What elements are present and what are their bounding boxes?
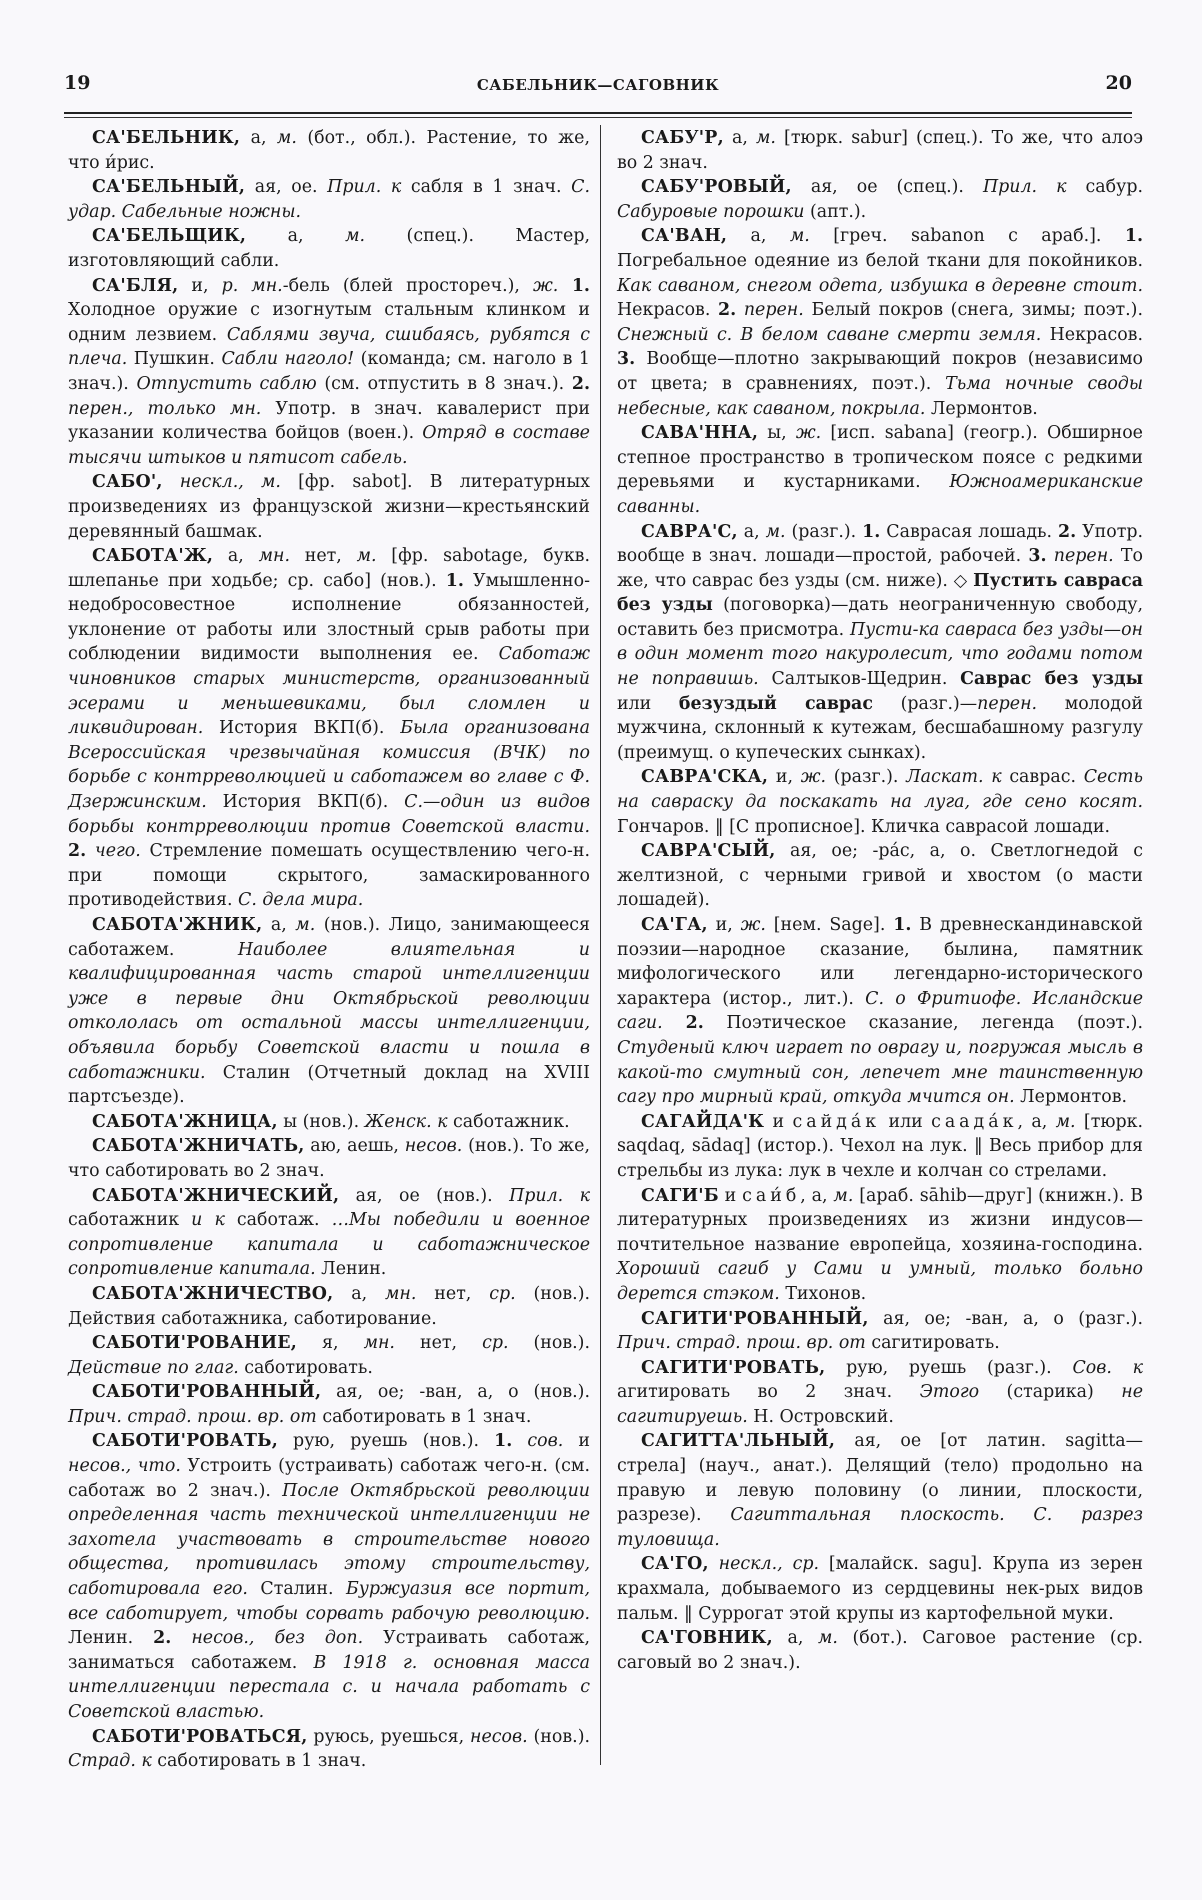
definition-text: (команда; см. наголо в 1 знач.).: [68, 349, 590, 394]
headword: САБОТИ'РОВАННЫЙ,: [92, 1382, 322, 1403]
definition-text: (разг.).: [825, 767, 907, 788]
bold-text: 2.: [718, 300, 737, 321]
italic-text: несов., что.: [68, 1456, 181, 1477]
italic-text: Ласкат. к: [906, 767, 1002, 788]
italic-text: м.: [765, 521, 786, 542]
italic-text: несов.: [470, 1726, 528, 1747]
headword: САБО',: [92, 472, 163, 493]
dictionary-entry: [68, 175, 590, 224]
definition-text: Лермонтов.: [1014, 1087, 1128, 1108]
definition-text: саботажник.: [447, 1111, 570, 1132]
definition-text: а,: [333, 1283, 386, 1304]
header-rule-thick: [64, 112, 1132, 114]
headword: САБОТА'ЖНИЧЕСТВО,: [92, 1283, 334, 1304]
italic-text: м.: [755, 128, 776, 148]
headword: САБОТА'ЖНИЦА,: [92, 1111, 278, 1132]
italic-text: С. дела мира.: [238, 890, 364, 911]
definition-text: , а,: [1017, 1111, 1056, 1132]
dictionary-entry: [617, 765, 1143, 839]
definition-text: (бот.). Саговое растение (ср. саговый во 2 знач.).: [617, 1628, 1144, 1673]
headword: САВРА'С,: [641, 521, 738, 542]
definition-text: Сталин (Отчетный доклад на XVIII партсъезде).: [68, 1062, 590, 1108]
spaced-variant: саи́б: [742, 1185, 801, 1206]
dictionary-entry: [68, 913, 590, 1110]
italic-text: Как саваном, снегом одета, избушка в деревне стоит.: [617, 275, 1143, 296]
definition-text: [фр. sabotage, букв. шлепанье при ходьбе; ср. сабо] (нов.).: [68, 546, 591, 591]
dictionary-entry: [68, 1110, 590, 1135]
headword: САГИТИ'РОВАННЫЙ,: [641, 1308, 869, 1329]
italic-text: ж.: [532, 275, 559, 296]
definition-text: Устраивать саботаж, заниматься саботажем.: [68, 1628, 591, 1673]
dictionary-entry: [617, 1307, 1143, 1356]
headword: СА'ВАН,: [641, 226, 728, 247]
definition-text: или: [880, 1111, 932, 1132]
spaced-variant: саада́к: [931, 1111, 1018, 1132]
italic-text: Была организована Всероссийская чрезвычайная комиссия (ВЧК) по борьбе с контрреволюцией и саботажем во главе с Ф. Дзержинским.: [68, 718, 590, 813]
dictionary-entry: [68, 1331, 590, 1380]
italic-text: В 1918 г. основная масса интеллигенции перестала с. и начала работать с Советской властью.: [68, 1652, 590, 1722]
definition-text: [фр. sabot]. В литературных произведениях из французской жизни—крестьянский деревянный башмак.: [68, 472, 590, 542]
definition-text: Устроить (устраивать) саботаж чего-н. (см. саботаж во 2 знач.).: [68, 1456, 590, 1501]
bold-text: 1.: [893, 915, 912, 935]
definition-text: Лермонтов.: [925, 398, 1038, 419]
headword: САГИ'Б: [641, 1185, 719, 1206]
headword: СА'ГОВНИК,: [641, 1628, 773, 1649]
dictionary-entry: [617, 913, 1143, 1110]
definition-text: (нов.). Лицо, занимающееся саботажем.: [68, 915, 590, 960]
italic-text: Прил. к: [509, 1185, 590, 1206]
italic-text: Снежный с. В белом саване смерти земля.: [617, 324, 1042, 345]
bold-text: 1.: [494, 1431, 513, 1452]
italic-text: Прич. страд. прош. вр. от: [617, 1333, 866, 1354]
italic-text: С. о Фритиофе. Исландские саги.: [617, 988, 1143, 1034]
definition-text: ая, ое; -ра́с, а, о. Светлогнедой с желтизной, с черными гривой и хвостом (о масти лошадей).: [617, 841, 1143, 911]
dictionary-entry: [68, 126, 590, 175]
definition-text: саботаж.: [224, 1210, 332, 1231]
definition-text: (спец.). Мастер, изготовляющий сабли.: [68, 226, 590, 271]
italic-text: Сабли наголо!: [221, 349, 355, 370]
headword: СА'ГО,: [641, 1554, 709, 1575]
definition-text: и,: [768, 767, 801, 788]
italic-text: м.: [1055, 1111, 1076, 1132]
italic-text: чего.: [86, 841, 141, 862]
definition-text: (нов.). Действия саботажника, саботирование.: [68, 1283, 591, 1329]
definition-text: молодой мужчина, склонный к кутежам, бесшабашному разгулу (преимущ. о купеческих сынках).: [617, 693, 1143, 763]
dictionary-entry: [617, 1429, 1143, 1552]
dictionary-entry: [68, 1725, 590, 1774]
italic-text: перен.: [1046, 546, 1114, 567]
definition-text: Холодное оружие с изогнутым стальным клинком и одним лезвием.: [68, 300, 590, 345]
dictionary-entry: [617, 1356, 1143, 1430]
definition-text: Гончаров. ‖ [С прописное]. Кличка саврасой лошади.: [617, 816, 1111, 837]
dictionary-entry: [617, 175, 1143, 224]
dictionary-entry: [617, 126, 1143, 175]
definition-text: [тюрк. saqdaq, sādaq] (истор.). Чехол на лук. ‖ Весь прибор для стрельбы из лука: лук в чехле и колчан со стрелами.: [617, 1111, 1144, 1181]
dictionary-entry: [68, 544, 590, 913]
right-column: [617, 126, 1143, 1675]
headword: САГИТТА'ЛЬНЫЙ,: [641, 1431, 836, 1452]
definition-text: или: [617, 693, 679, 714]
definition-text: рую, руешь (разг.).: [825, 1357, 1073, 1378]
dictionary-entry: [68, 274, 590, 471]
italic-text: С.—один из видов борьбы контрреволюции против Советской власти.: [68, 792, 590, 837]
definition-text: а,: [723, 128, 756, 148]
definition-text: а,: [240, 128, 277, 148]
italic-text: Пусти-ка савраса без узды—он в один момент того накуролесит, что годами потом не поправишь.: [617, 619, 1143, 690]
italic-text: Саблями звуча, сшибаясь, рубятся с плеча.: [68, 324, 591, 370]
dictionary-entry: [617, 839, 1143, 913]
headword: САБОТИ'РОВАНИЕ,: [92, 1333, 297, 1354]
dictionary-entry: [68, 1380, 590, 1429]
italic-text: мн.: [258, 546, 290, 567]
definition-text: (бот., обл.). Растение, то же, что и́рис.: [68, 128, 590, 173]
italic-text: После Октябрьской революции определенная часть технической интеллигенции не захотела участвовать в строительстве нового общества, противилась этому строительству, саботировала его.: [68, 1480, 590, 1600]
italic-text: Этого: [919, 1382, 980, 1403]
definition-text: Умышленно-недобросовестное исполнение обязанностей, уклонение от работы или злостный срыв работы при соблюдении видимости выполнения ее.: [68, 570, 590, 665]
definition-text: ая, ое (спец.).: [791, 177, 983, 198]
definition-text: Саврасая лошадь.: [880, 521, 1058, 542]
column-divider: [600, 125, 601, 1765]
definition-text: [малайск. sagu]. Крупа из зерен крахмала, добываемого из сердцевины нек-рых видов пальм. ‖ Суррогат этой крупы из картофельной муки.: [617, 1554, 1143, 1624]
definition-text: а,: [727, 226, 790, 247]
definition-text: [исп. sabana] (геогр.). Обширное степное пространство в тропическом поясе с редкими деревьями и кустарниками.: [617, 423, 1143, 493]
definition-text: саврас.: [1001, 767, 1084, 788]
italic-text: мн.: [363, 1333, 395, 1354]
italic-text: и к: [191, 1210, 225, 1231]
definition-text: Некрасов.: [1041, 324, 1143, 345]
italic-text: р. мн.: [221, 275, 283, 296]
italic-text: Женск. к: [364, 1111, 448, 1132]
italic-text: Сов. к: [1072, 1357, 1143, 1378]
definition-text: ы (нов.).: [277, 1111, 365, 1132]
definition-text: Белый покров (снега, зимы; поэт.).: [803, 300, 1143, 321]
italic-text: Хороший сагиб у Сами и умный, только больно дерется стэком.: [617, 1259, 1143, 1304]
italic-text: перен.: [736, 300, 804, 321]
italic-text: несов.: [404, 1136, 463, 1157]
italic-text: не сагитируешь.: [617, 1382, 1143, 1427]
definition-text: То же, что саврас без узды (см. ниже). ◇: [617, 546, 1143, 591]
definition-text: (разг.).: [785, 521, 863, 542]
definition-text: а,: [246, 226, 346, 247]
italic-text: ж.: [740, 915, 766, 935]
definition-text: саботировать.: [238, 1357, 373, 1378]
italic-text: Наиболее влиятельная и квалифицированная часть старой интеллигенции уже в первые дни Октябрьской революции откололась от остальной массы интеллигенции, объявила борьбу Советской власти и пошла в саботажники.: [68, 939, 590, 1083]
dictionary-entry: [68, 1282, 590, 1331]
italic-text: Тьма ночные своды небесные, как саваном, покрыла.: [617, 373, 1143, 419]
definition-text: Поэтическое сказание, легенда (поэт.).: [703, 1013, 1143, 1034]
definition-text: ая, ое.: [245, 177, 328, 198]
headword: САГАЙДА'К: [641, 1111, 765, 1132]
italic-text: несов., без доп.: [171, 1628, 364, 1649]
definition-text: В древнескандинавской поэзии—народное сказание, былина, памятник мифологического или легендарно-исторического характера (истор., лит.).: [617, 915, 1143, 1009]
italic-text: Сабуровые порошки: [617, 201, 805, 222]
headword: САВА'ННА,: [641, 423, 759, 444]
dictionary-entry: [617, 1626, 1143, 1675]
definition-text: сабля в 1 знач.: [401, 177, 572, 198]
definition-text: Сталин.: [247, 1579, 346, 1600]
bold-text: 3.: [1028, 546, 1047, 567]
definition-text: а,: [772, 1628, 818, 1649]
definition-text: [нем. Sage].: [765, 915, 894, 935]
headword: САБОТА'Ж,: [92, 546, 214, 567]
dictionary-entry: [617, 1552, 1143, 1626]
definition-text: Ленин.: [68, 1628, 154, 1649]
bold-text: 1.: [862, 521, 881, 542]
definition-text: Погребальное одеяние из белой ткани для покойников.: [617, 250, 1143, 271]
definition-text: ая, ое (нов.).: [339, 1185, 510, 1206]
bold-text: Пустить савраса без узды: [617, 570, 1143, 616]
headword: САБУ'Р,: [641, 128, 724, 148]
italic-text: ср.: [482, 1333, 509, 1354]
italic-text: м.: [817, 1628, 838, 1649]
definition-text: Стремление помешать осуществлению чего-н. при помощи скрытого, замаскированного противодействия.: [68, 841, 590, 911]
italic-text: м.: [833, 1185, 854, 1206]
italic-text: м.: [789, 226, 810, 247]
definition-text: нет,: [416, 1283, 490, 1304]
italic-text: С. удар. Сабельные ножны.: [68, 177, 591, 222]
bold-text: безуздый саврас: [678, 693, 873, 714]
italic-text: Прил. к: [327, 177, 402, 198]
italic-text: м.: [276, 128, 297, 148]
italic-text: Прил. к: [982, 177, 1067, 198]
italic-text: ср.: [489, 1283, 516, 1304]
headword: СА'БЕЛЬНЫЙ,: [92, 177, 246, 198]
definition-text: и: [764, 1111, 793, 1132]
definition-text: , а,: [800, 1185, 834, 1206]
definition-text: и,: [707, 915, 741, 935]
definition-text: ая, ое; -ван, а, о (разг.).: [868, 1308, 1143, 1329]
headword: САБОТА'ЖНИЧАТЬ,: [92, 1136, 305, 1157]
definition-text: [тюрк. sabur] (спец.). То же, что алоэ во 2 знач.: [617, 128, 1144, 173]
italic-text: мн.: [385, 1283, 417, 1304]
definition-text: сабур.: [1066, 177, 1143, 198]
dictionary-entry: [68, 224, 590, 273]
italic-text: нескл., ср.: [708, 1554, 819, 1575]
italic-text: нескл., м.: [162, 472, 281, 493]
bold-text: 2.: [1058, 521, 1077, 542]
dictionary-entry: [68, 1184, 590, 1282]
dictionary-entry: [68, 1429, 590, 1724]
definition-text: агитировать во 2 знач.: [617, 1382, 920, 1403]
headword: САБОТА'ЖНИЧЕСКИЙ,: [92, 1185, 340, 1206]
italic-text: Саботаж чиновников старых министерств, организованный эсерами и меньшевиками, был сломлен и ликвидирован.: [68, 644, 590, 739]
definition-text: и: [718, 1185, 743, 1206]
italic-text: ж.: [795, 423, 822, 444]
italic-text: Сесть на савраску да поскакать на луга, где сено косят.: [617, 767, 1143, 813]
italic-text: перен., только мн.: [68, 398, 262, 419]
definition-text: (см. отпустить в 8 знач.).: [316, 373, 572, 394]
definition-text: ы,: [758, 423, 796, 444]
bold-text: Саврас без узды: [960, 669, 1143, 690]
italic-text: Буржуазия все портит, все саботирует, чтобы сорвать рабочую революцию.: [68, 1579, 590, 1624]
definition-text: а,: [262, 915, 296, 935]
bold-text: 2.: [662, 1013, 704, 1034]
definition-text: История ВКП(б).: [203, 718, 401, 739]
headword: САБОТИ'РОВАТЬСЯ,: [92, 1726, 308, 1747]
definition-text: Некрасов.: [617, 300, 719, 321]
definition-text: (нов.).: [508, 1333, 590, 1354]
headword: САБОТИ'РОВАТЬ,: [92, 1431, 278, 1452]
bold-text: 1.: [445, 570, 464, 591]
headword: САГИТИ'РОВАТЬ,: [641, 1357, 826, 1378]
definition-text: (разг.)—: [872, 693, 978, 714]
definition-text: (поговорка)—дать неограниченную свободу, оставить без присмотра.: [617, 595, 1143, 640]
dictionary-entry: [617, 1184, 1143, 1307]
definition-text: [араб. sāhib—друг] (книжн.). В литературных произведениях из жизни индусов—почтительное название европейца, хозяина-господина.: [617, 1185, 1144, 1255]
italic-text: ж.: [800, 767, 826, 788]
italic-text: …Мы победили и военное сопротивление капитала и саботажническое сопротивление капитала.: [68, 1210, 590, 1280]
definition-text: Салтыков-Щедрин.: [758, 669, 961, 690]
italic-text: Южноамериканские саванны.: [617, 472, 1143, 517]
dictionary-entry: [617, 421, 1143, 519]
left-page-number: 19: [64, 72, 91, 94]
italic-text: Прич. страд. прош. вр. от: [68, 1406, 317, 1427]
italic-text: Страд. к: [68, 1751, 152, 1772]
headword: САВРА'СКА,: [641, 767, 769, 788]
definition-text: Пушкин.: [127, 349, 222, 370]
italic-text: Отпустить саблю: [136, 373, 317, 394]
bold-text: 3.: [617, 349, 636, 370]
definition-text: (старика): [979, 1382, 1122, 1403]
italic-text: Отряд в составе тысячи штыков и пятисот сабель.: [68, 423, 590, 468]
italic-text: Действие по глаг.: [68, 1357, 239, 1378]
definition-text: ая, ое [от латин. sagitta—стрела] (науч., анат.). Делящий (тело) продольно на правую и левую половину (о линии, плоскости, разрезе).: [617, 1431, 1143, 1526]
definition-text: рую, руешь (нов.).: [277, 1431, 495, 1452]
definition-text: аю, аешь,: [304, 1136, 405, 1157]
definition-text: Н. Островский.: [747, 1406, 894, 1427]
italic-text: м.: [295, 915, 316, 935]
definition-text: и: [563, 1431, 590, 1452]
headword: САБУ'РОВЫЙ,: [641, 177, 792, 198]
definition-text: (нов.). То же, что саботировать во 2 знач.: [68, 1136, 590, 1181]
headword: САБОТА'ЖНИК,: [92, 915, 263, 935]
bold-text: 1.: [558, 275, 590, 296]
definition-text: ая, ое; -ван, а, о (нов.).: [321, 1382, 590, 1403]
definition-text: сагитировать.: [865, 1333, 1000, 1354]
dictionary-entry: [68, 470, 590, 544]
definition-text: Тихонов.: [779, 1283, 867, 1304]
definition-text: руюсь, руешься,: [307, 1726, 471, 1747]
definition-text: [греч. sabanon с араб.].: [809, 226, 1125, 247]
definition-text: (апт.).: [804, 201, 867, 222]
definition-text: и,: [178, 275, 222, 296]
italic-text: Сагиттальная плоскость. С. разрез туловища.: [617, 1505, 1143, 1550]
definition-text: саботажник: [68, 1210, 192, 1231]
headword: СА'БЛЯ,: [92, 275, 179, 296]
definition-text: История ВКП(б).: [206, 792, 405, 813]
definition-text: саботировать в 1 знач.: [316, 1406, 532, 1427]
running-title: САБЕЛЬНИК—САГОВНИК: [476, 76, 720, 94]
italic-text: перен.: [977, 693, 1038, 714]
dictionary-entry: [617, 1110, 1143, 1184]
definition-text: саботировать в 1 знач.: [151, 1751, 367, 1772]
italic-text: м.: [356, 546, 377, 567]
definition-text: (нов.).: [527, 1726, 591, 1747]
right-page-number: 20: [1105, 72, 1132, 94]
header-rule-thin: [64, 117, 1132, 118]
headword: СА'ГА,: [641, 915, 708, 935]
italic-text: Студеный ключ играет по оврагу и, погружая мысль в какой-то смутный сон, лепечет мне таинственную сагу про мирный край, откуда мчится он.: [617, 1037, 1143, 1108]
definition-text: а,: [737, 521, 766, 542]
headword: САВРА'СЫЙ,: [641, 841, 776, 862]
left-column: [68, 126, 590, 1774]
bold-text: 1.: [1124, 226, 1143, 247]
dictionary-entry: [617, 224, 1143, 421]
definition-text: -бель (блей простореч.),: [282, 275, 533, 296]
italic-text: м.: [345, 226, 366, 247]
dictionary-entry: [617, 520, 1143, 766]
definition-text: Вообще—плотно закрывающий покров (независимо от цвета; в сравнениях, поэт.).: [617, 349, 1143, 394]
page-header: [64, 72, 1132, 102]
definition-text: Употр. вообще в знач. лошади—простой, рабочей.: [617, 521, 1144, 567]
bold-text: 2.: [68, 841, 87, 862]
italic-text: сов.: [512, 1431, 564, 1452]
definition-text: нет,: [394, 1333, 483, 1354]
definition-text: а,: [213, 546, 259, 567]
headword: СА'БЕЛЬЩИК,: [92, 226, 247, 247]
bold-text: 2.: [571, 373, 590, 394]
bold-text: 2.: [153, 1628, 172, 1649]
dictionary-entry: [68, 1134, 590, 1183]
definition-text: Употр. в знач. кавалерист при указании количества бойцов (воен.).: [68, 398, 590, 444]
headword: СА'БЕЛЬНИК,: [92, 128, 241, 148]
definition-text: я,: [296, 1333, 364, 1354]
definition-text: нет,: [289, 546, 357, 567]
spaced-variant: сайда́к: [792, 1111, 881, 1132]
definition-text: Ленин.: [315, 1259, 387, 1280]
